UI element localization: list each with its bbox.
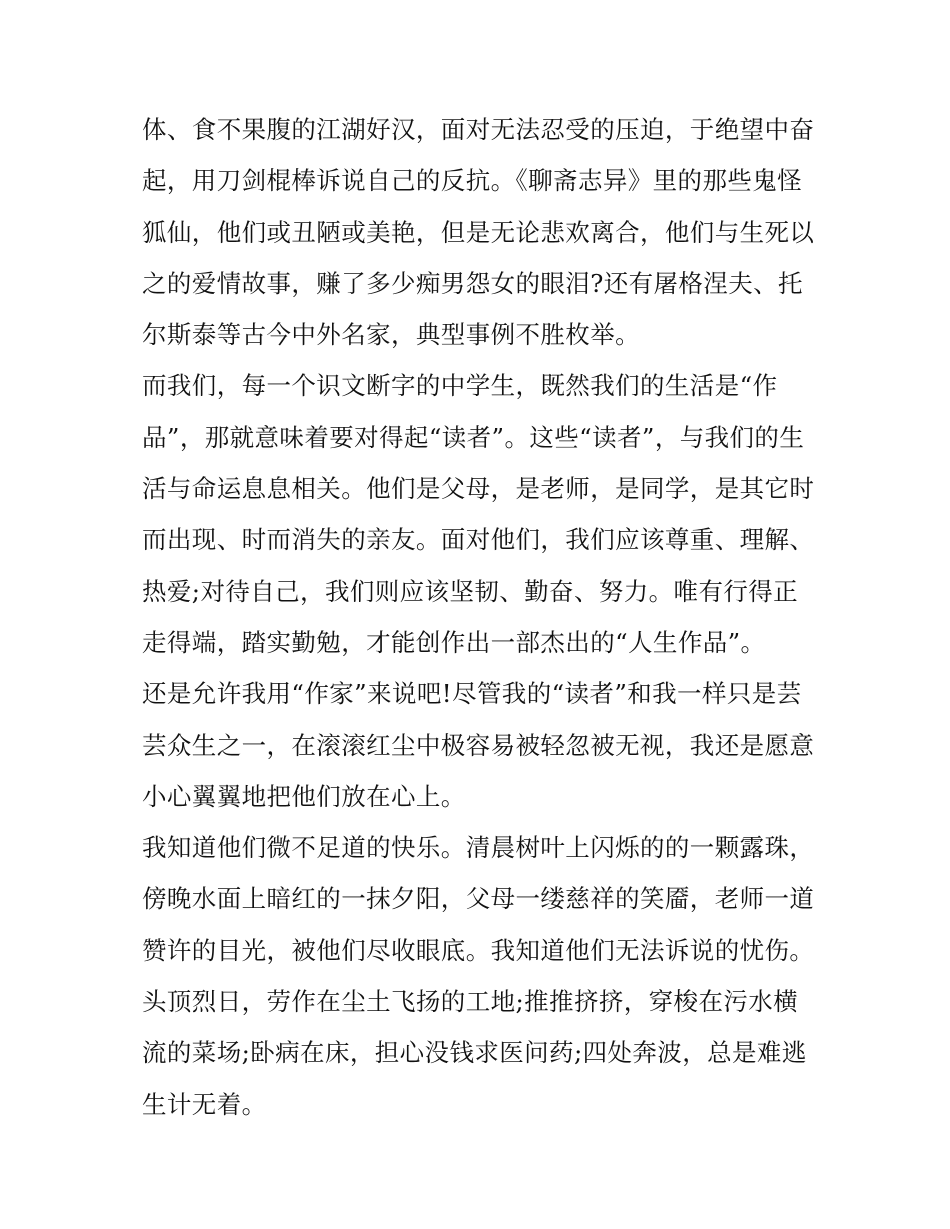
- document-text: [142, 104, 815, 1130]
- text-line: 我知道他们微不足道的快乐。清晨树叶上闪烁的的一颗露珠，: [142, 833, 815, 863]
- text-line: 生计无着。: [142, 1089, 267, 1119]
- text-line: 活与命运息息相关。他们是父母，是老师，是同学，是其它时: [142, 474, 815, 504]
- text-line: 走得端，踏实勤勉，才能创作出一部杰出的“人生作品”。: [142, 627, 766, 657]
- text-line: 芸众生之一，在滚滚红尘中极容易被轻忽被无视，我还是愿意: [142, 730, 815, 760]
- text-line: 头顶烈日，劳作在尘土飞扬的工地;推推挤挤，穿梭在污水横: [142, 987, 799, 1017]
- text-line: 而我们，每一个识文断字的中学生，既然我们的生活是“作: [142, 371, 778, 401]
- text-line: 体、食不果腹的江湖好汉，面对无法忍受的压迫，于绝望中奋: [142, 115, 815, 144]
- text-line: 起，用刀剑棍棒诉说自己的反抗。《聊斋志异》里的那些鬼怪: [142, 166, 803, 196]
- text-line: 傍晚水面上暗红的一抹夕阳，父母一缕慈祥的笑靥，老师一道: [142, 884, 815, 914]
- text-line: 之的爱情故事，赚了多少痴男怨女的眼泪?还有屠格涅夫、托: [142, 268, 803, 298]
- text-line: 还是允许我用“作家”来说吧!尽管我的“读者”和我一样只是芸: [142, 679, 802, 709]
- text-line: 小心翼翼地把他们放在心上。: [142, 781, 466, 811]
- text-line: 热爱;对待自己，我们则应该坚韧、勤奋、努力。唯有行得正: [142, 576, 799, 606]
- text-line: 尔斯泰等古今中外名家，典型事例不胜枚举。: [142, 320, 640, 350]
- text-line: 赞许的目光，被他们尽收眼底。我知道他们无法诉说的忧伤。: [142, 935, 815, 965]
- text-line: 狐仙，他们或丑陋或美艳，但是无论悲欢离合，他们与生死以: [142, 217, 815, 247]
- text-line: 而出现、时而消失的亲友。面对他们，我们应该尊重、理解、: [142, 525, 815, 555]
- text-line: 流的菜场;卧病在床，担心没钱求医问药;四处奔波，总是难逃: [142, 1038, 807, 1068]
- text-line: 品”，那就意味着要对得起“读者”。这些“读者”，与我们的生: [142, 422, 805, 452]
